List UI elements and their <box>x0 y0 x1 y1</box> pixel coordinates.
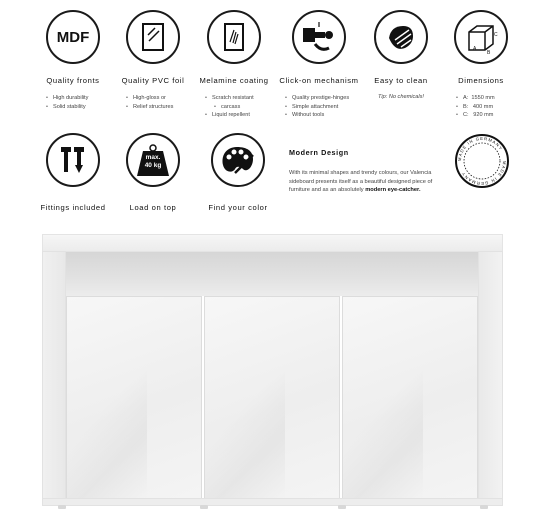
cleaning-hand-icon <box>374 10 428 64</box>
list-item: • Solid stability <box>46 103 123 112</box>
list-item: • Without tools <box>285 111 369 120</box>
sideboard-top <box>42 234 503 252</box>
feature-title: Fittings included <box>40 203 106 212</box>
sideboard-side-left <box>42 251 66 503</box>
cleaning-tip: Tip: No chemicals! <box>378 94 424 100</box>
sideboard-side-right <box>478 251 503 503</box>
melamine-coating-icon <box>207 10 261 64</box>
sideboard-plinth <box>42 498 503 506</box>
list-item: • C: 920 mm <box>456 111 531 120</box>
dimension-label-b: B <box>487 50 491 54</box>
list-item: • Scratch resistant <box>205 94 284 103</box>
dimension-label-c: C <box>494 32 498 38</box>
sideboard-foot <box>200 505 208 509</box>
dimension-label-a: A <box>473 46 477 52</box>
design-title: Modern Design <box>289 148 349 157</box>
feature-title: Quality PVC foil <box>121 76 185 85</box>
list-item: • Relief structures <box>126 103 203 112</box>
sideboard-door-middle <box>204 296 340 499</box>
feature-title: Melamine coating <box>199 76 269 85</box>
sideboard-foot <box>58 505 66 509</box>
made-in-germany-seal <box>454 133 510 189</box>
modern-design-block <box>289 148 449 195</box>
feature-title: Easy to clean <box>374 76 428 85</box>
feature-title: Load on top <box>129 203 177 212</box>
mdf-icon: MDF <box>46 10 100 64</box>
sideboard-foot <box>338 505 346 509</box>
list-item: • Quality prestige-hinges <box>285 94 369 103</box>
weight-value: 40 kg <box>144 161 162 169</box>
weight-icon <box>126 133 180 187</box>
feature-list <box>431 94 531 120</box>
fittings-icon <box>46 133 100 187</box>
palette-icon <box>211 133 265 187</box>
list-item: • Simple attachment <box>285 103 369 112</box>
hinge-icon <box>292 10 346 64</box>
sideboard-open-shelf <box>66 252 478 296</box>
feature-title: Quality fronts <box>46 76 100 85</box>
pvc-foil-icon <box>126 10 180 64</box>
feature-dimensions <box>431 10 531 120</box>
feature-find-your-color <box>188 133 288 212</box>
list-item: • B: 400 mm <box>456 103 531 112</box>
list-item: • carcass <box>205 103 284 112</box>
feature-title: Find your color <box>208 203 268 212</box>
design-text: With its minimal shapes and trendy colours, our Valencia sideboard presents itself as a beautiful designed piece of furniture and as an absolutely modern eye-catcher. <box>289 170 433 194</box>
list-item: • High durability <box>46 94 123 103</box>
sideboard-door-right <box>342 296 478 499</box>
weight-label: max. <box>145 154 161 161</box>
sideboard-foot <box>480 505 488 509</box>
sideboard-door-left <box>66 296 202 499</box>
seal-text-bottom: MADE IN GERMANY <box>460 160 508 187</box>
list-item: • High-gloss or <box>126 94 203 103</box>
design-highlight: modern eye-catcher. <box>365 187 421 194</box>
dimensions-cube-icon <box>454 10 508 64</box>
feature-title: Click-on mechanism <box>279 76 359 85</box>
seal-text-top: MADE IN GERMANY <box>456 135 504 162</box>
list-item: • Liquid repellent <box>205 111 284 120</box>
feature-title: Dimensions <box>458 76 504 85</box>
list-item: • A: 1550 mm <box>456 94 531 103</box>
